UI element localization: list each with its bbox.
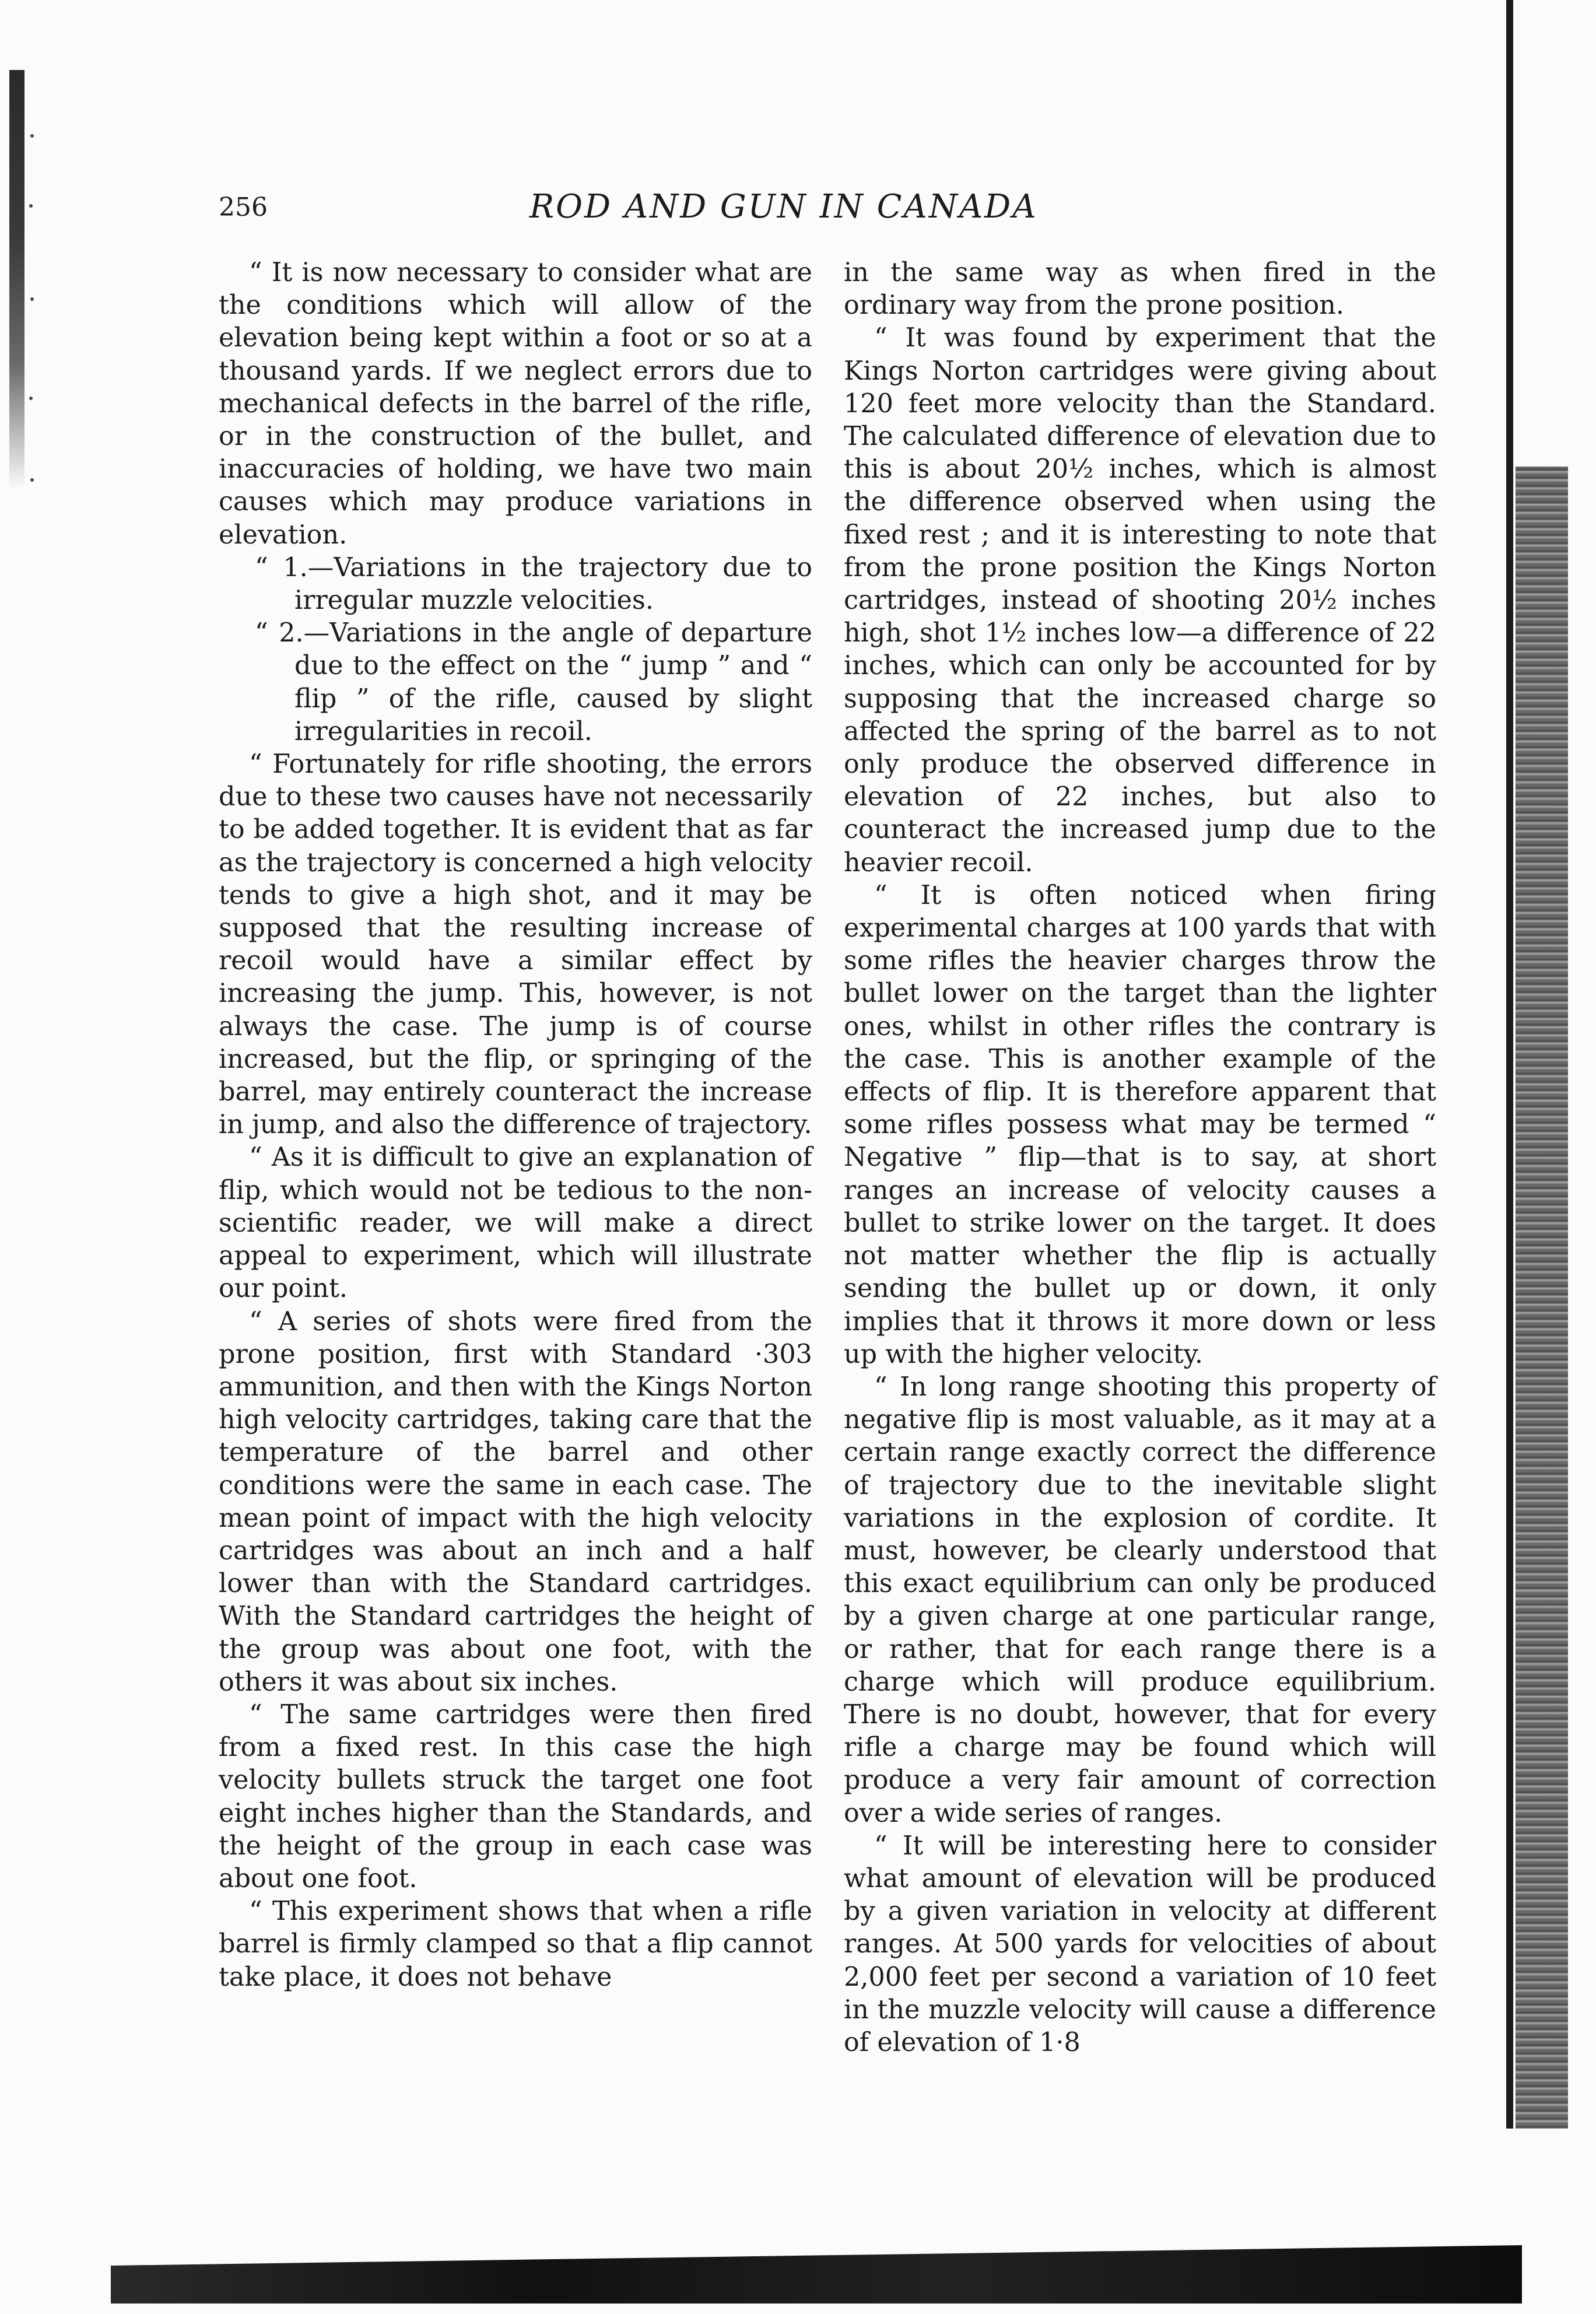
page-edge-rule — [1506, 0, 1513, 2129]
paragraph: “ It is now necessary to consider what are the conditions which will allow of the elevation being kept within a foot or so at a thousand yards. If we neglect errors due to mechanical defects in the barrel of the rifle, or in the construction of the bullet, and inaccuracies of holding, we have two main causes which may produce variations in elevation. — [219, 258, 812, 550]
paragraph: “ As it is difficult to give an explanation of flip, which would not be tedious to the non-scientific reader, we will make a direct appeal to experiment, which will illustrate our point. — [219, 1142, 812, 1304]
paragraph: “ In long range shooting this property of negative flip is most valuable, as it may at a certain range exactly correct the difference of trajectory due to the inevitable slight variations in the explosion of cordite. It must, however, be clearly understood that this exact equilibrium can only be produced by a given charge at one particular range, or rather, that for each range there is a charge which will produce equilibrium. There is no doubt, however, that for every rifle a charge may be found which will produce a very fair amount of correction over a wide series of ranges. — [844, 1372, 1436, 1828]
scan-left-margin-marks — [0, 70, 52, 513]
scan-right-edge — [1502, 0, 1596, 2314]
paragraph: “ It is often noticed when firing experimental charges at 100 yards that with some rifles the heavier charges throw the bullet lower on the target than the lighter ones, whilst in other rifles the contrary is the case. This is another example of the effects of flip. It is therefore apparent that some rifles possess what may be termed “ Negative ” flip—that is to say, at short ranges an increase of velocity causes a bullet to strike lower on the target. It does not matter whether the flip is actually sending the bullet up or down, it only implies that it throws it more down or less up with the higher velocity. — [844, 880, 1436, 1369]
paragraph: “ This experiment shows that when a rifle barrel is firmly clamped so that a flip cannot take place, it does not behave — [219, 1896, 812, 1992]
scan-speck — [29, 204, 33, 208]
left-column — [219, 257, 812, 1994]
list-item: “ 2.—Variations in the angle of departure due to the effect on the “ jump ” and “ flip ” of the rifle, caused by slight irregularities in recoil. — [255, 618, 812, 746]
scan-binding-shadow — [9, 70, 24, 490]
paragraph: “ The same cartridges were then fired from a fixed rest. In this case the high velocity bullets struck the target one foot eight inches higher than the Standards, and the height of the group in each case was about one foot. — [219, 1699, 812, 1894]
paragraph: “ A series of shots were fired from the prone position, first with Standard ·303 ammunition, and then with the Kings Norton high velocity cartridges, taking care that the temperature of the barrel and other conditions were the same in each case. The mean point of impact with the high velocity cartridges was about an inch and a half lower than with the Standard cartridges. With the Standard cartridges the height of the group was about one foot, with the others it was about six inches. — [219, 1306, 812, 1697]
right-column — [844, 257, 1436, 2059]
page-number: 256 — [219, 192, 268, 222]
scan-bottom-shadow — [111, 2245, 1522, 2304]
list-item: “ 1.—Variations in the trajectory due to irregular muzzle velocities. — [255, 552, 812, 616]
running-title: ROD AND GUN IN CANADA — [529, 188, 1038, 226]
paragraph-continuation: in the same way as when fired in the ordinary way from the prone position. — [844, 258, 1436, 321]
paragraph: “ It was found by experiment that the Kings Norton cartridges were giving about 120 feet more velocity than the Standard. The calculated difference of elevation due to this is about 20½ inches, which is almost the difference observed when using the fixed rest ; and it is interesting to note that from the prone position the Kings Norton cartridges, instead of shooting 20½ inches high, shot 1½ inches low—a difference of 22 inches, which can only be accounted for by supposing that the increased charge so affected the spring of the barrel as to not only produce the observed difference in elevation of 22 inches, but also to counteract the increased jump due to the heavier recoil. — [844, 323, 1436, 878]
scan-speck — [30, 134, 34, 138]
page-edge-texture — [1516, 467, 1568, 2129]
scan-speck — [29, 397, 33, 400]
scan-speck — [30, 297, 34, 301]
paragraph: “ It will be interesting here to consider what amount of elevation will be produced by a given variation in velocity at different ranges. At 500 yards for velocities of about 2,000 feet per second a variation of 10 feet in the muzzle velocity will cause a difference of elevation of 1·8 — [844, 1831, 1436, 2057]
paragraph: “ Fortunately for rifle shooting, the errors due to these two causes have not necessarily to be added together. It is evident that as far as the trajectory is concerned a high velocity tends to give a high shot, and it may be supposed that the resulting increase of recoil would have a similar effect by increasing the jump. This, however, is not always the case. The jump is of course increased, but the flip, or springing of the barrel, may entirely counteract the increase in jump, and also the difference of trajectory. — [219, 749, 812, 1140]
scan-speck — [30, 478, 34, 482]
